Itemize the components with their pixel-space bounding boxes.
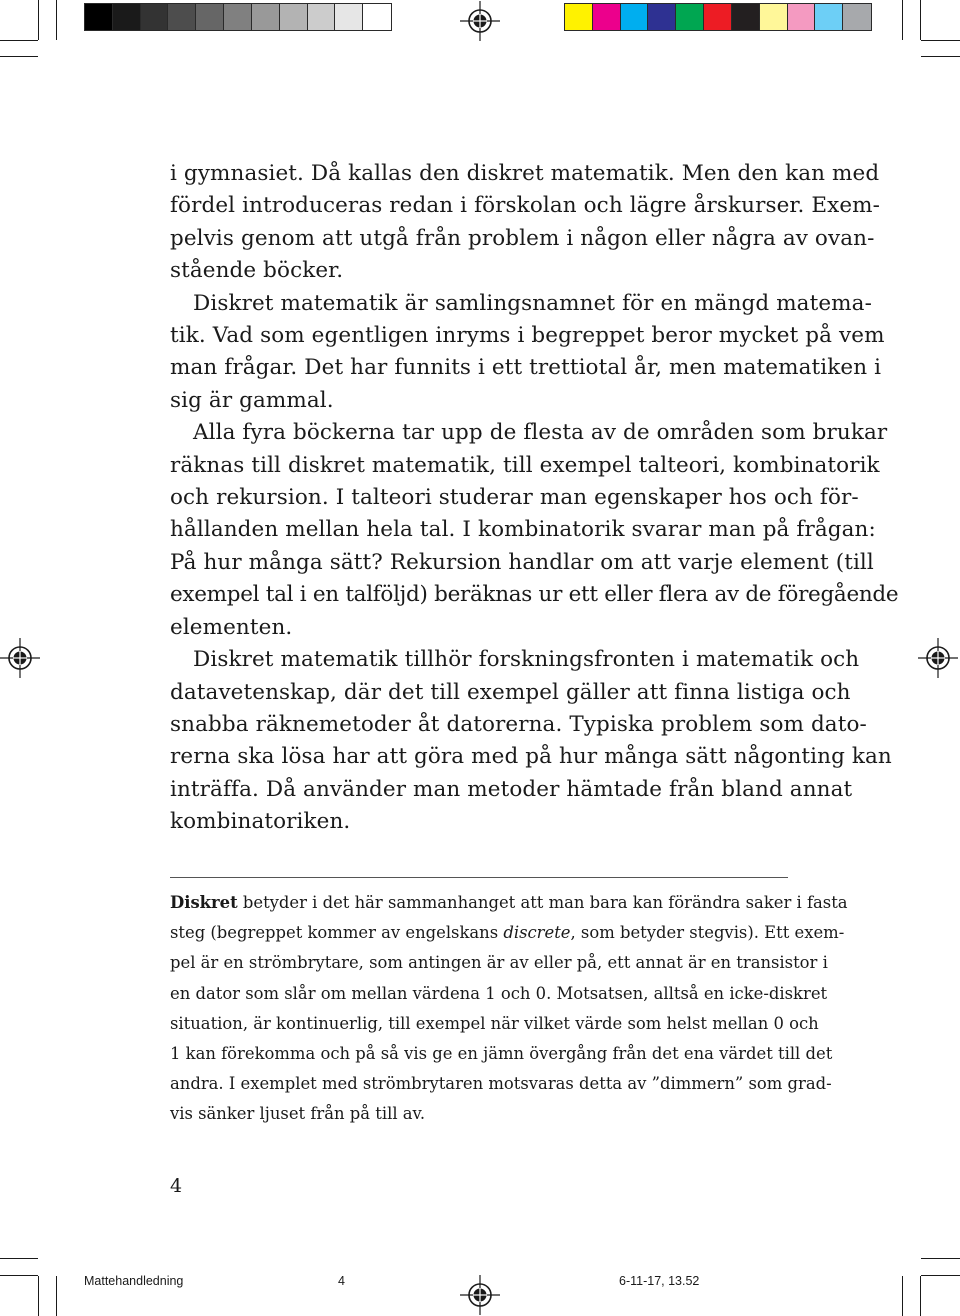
crop-mark — [920, 0, 921, 40]
text-line: i gymnasiet. Då kallas den diskret matematik. Men den kan med — [170, 161, 880, 186]
crop-mark — [0, 1275, 38, 1276]
registration-mark-icon — [918, 638, 958, 678]
color-swatch — [815, 4, 843, 30]
footer-filename: Mattehandledning — [84, 1274, 184, 1288]
gray-swatch — [113, 4, 141, 30]
text-fragment: betyder i det här sammanhanget att man bara kan förändra saker i fasta — [237, 893, 848, 912]
registration-mark-icon — [0, 638, 40, 678]
color-calibration-bar — [564, 3, 872, 31]
crop-mark — [921, 1275, 960, 1276]
text-line: På hur många sätt? Rekursion handlar om att varje element (till — [170, 549, 874, 575]
crop-mark — [56, 1276, 57, 1316]
text-line: räknas till diskret matematik, till exempel talteori, kombinatorik — [170, 452, 880, 478]
color-swatch — [648, 4, 676, 30]
text-line: stående böcker. — [170, 258, 344, 284]
crop-mark — [0, 1258, 38, 1259]
crop-mark — [902, 1276, 903, 1316]
color-swatch — [732, 4, 760, 30]
text-line: kombinatoriken. — [170, 809, 351, 835]
crop-mark — [56, 0, 57, 40]
text-line — [170, 888, 848, 918]
paragraph — [170, 158, 881, 288]
footer-timestamp: 6-11-17, 13.52 — [619, 1274, 700, 1288]
color-swatch — [704, 4, 732, 30]
crop-mark — [921, 40, 960, 41]
gray-swatch — [308, 4, 336, 30]
gray-swatch — [252, 4, 280, 30]
footer-page: 4 — [338, 1274, 345, 1288]
text-line: datavetenskap, där det till exempel gäller att finna listiga och — [170, 679, 851, 705]
crop-mark — [902, 0, 903, 40]
text-line: Diskret matematik tillhör forskningsfronten i matematik och — [193, 647, 860, 673]
text-line: inträffa. Då använder man metoder hämtade från bland annat — [170, 776, 853, 802]
gray-swatch — [280, 4, 308, 30]
gray-swatch — [224, 4, 252, 30]
paragraph — [170, 888, 848, 1130]
text-line: pelvis genom att utgå från problem i någon eller några av ovan- — [170, 225, 875, 251]
text-line: snabba räknemetoder åt datorerna. Typiska problem som dato- — [170, 711, 867, 737]
crop-mark — [38, 0, 39, 40]
text-line: tik. Vad som egentligen inryms i begreppet beror mycket på vem — [170, 323, 885, 349]
text-line: exempel tal i en talföljd) beräknas ur ett eller flera av de föregående — [170, 582, 899, 608]
crop-mark — [921, 56, 960, 57]
text-line: sig är gammal. — [170, 387, 334, 413]
grayscale-calibration-bar — [84, 3, 392, 31]
crop-mark — [38, 1276, 39, 1316]
defined-term: Diskret — [170, 893, 238, 912]
text-line: situation, är kontinuerlig, till exempel när vilket värde som helst mellan 0 och — [170, 1013, 819, 1033]
paragraph — [170, 417, 899, 644]
gray-swatch — [196, 4, 224, 30]
crop-mark — [921, 1258, 960, 1259]
text-line: elementen. — [170, 614, 293, 640]
text-line: andra. I exemplet med strömbrytaren motsvaras detta av ”dimmern” som grad- — [170, 1074, 832, 1094]
text-line: hållanden mellan hela tal. I kombinatorik svarar man på frågan: — [170, 517, 876, 543]
text-line: rerna ska lösa har att göra med på hur många sätt någonting kan — [170, 744, 892, 770]
color-swatch — [565, 4, 593, 30]
paragraph — [170, 644, 892, 838]
text-fragment: steg (begreppet kommer av engelskans — [170, 923, 504, 943]
text-line — [170, 918, 845, 948]
text-line: Alla fyra böckerna tar upp de flesta av de områden som brukar — [193, 420, 888, 446]
text-line: och rekursion. I talteori studerar man egenskaper hos och för- — [170, 485, 859, 511]
registration-mark-icon — [460, 1275, 500, 1315]
text-fragment: , som betyder stegvis). Ett exem- — [570, 923, 845, 943]
color-swatch — [621, 4, 649, 30]
crop-mark — [0, 56, 38, 57]
color-swatch — [676, 4, 704, 30]
color-swatch — [843, 4, 871, 30]
note-divider — [170, 877, 788, 878]
text-line: 1 kan förekomma och på så vis ge en jämn övergång från det ena värdet till det — [170, 1044, 833, 1064]
color-swatch — [593, 4, 621, 30]
text-line: man frågar. Det har funnits i ett trettiotal år, men matematiken i — [170, 355, 882, 381]
color-swatch — [788, 4, 816, 30]
gray-swatch — [363, 4, 391, 30]
text-line: en dator som slår om mellan värdena 1 och 0. Motsatsen, alltså en icke-diskret — [170, 983, 828, 1003]
definition-note — [170, 888, 848, 1130]
text-line: Diskret matematik är samlingsnamnet för en mängd matema- — [193, 290, 872, 316]
text-line: vis sänker ljuset från på till av. — [170, 1104, 426, 1124]
gray-swatch — [141, 4, 169, 30]
page-number: 4 — [170, 1175, 183, 1197]
body-text — [170, 158, 899, 839]
emphasized-word: discrete — [503, 923, 571, 943]
gray-swatch — [85, 4, 113, 30]
crop-mark — [920, 1276, 921, 1316]
gray-swatch — [168, 4, 196, 30]
gray-swatch — [335, 4, 363, 30]
paragraph — [170, 288, 885, 418]
color-swatch — [760, 4, 788, 30]
crop-mark — [0, 40, 38, 41]
text-line: pel är en strömbrytare, som antingen är av eller på, ett annat är en transistor i — [170, 953, 828, 973]
registration-mark-icon — [460, 1, 500, 41]
text-line: fördel introduceras redan i förskolan och lägre årskurser. Exem- — [170, 193, 881, 219]
